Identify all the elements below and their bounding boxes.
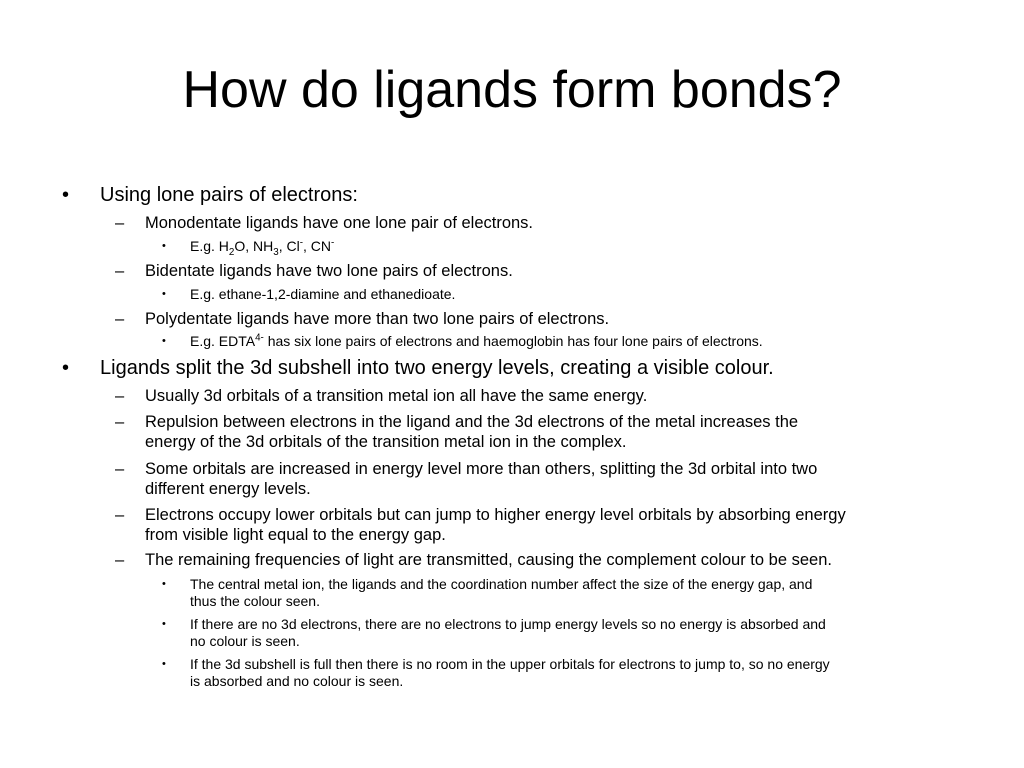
detail-energy-gap: [162, 576, 813, 610]
detail-text-line-1: If the 3d subshell is full then there is no room in the upper orbitals for electrons to jump to, so no energy: [190, 656, 830, 672]
example-text: E.g. $H_2O$, $NH_3$, Cl-, CN-: [190, 237, 335, 258]
sub-bullet-text-line-2: energy of the 3d orbitals of the transition metal ion in the complex.: [145, 433, 627, 451]
sub-bullet-text: The remaining frequencies of light are transmitted, causing the complement colour to be seen.: [145, 551, 832, 569]
sub-bullet-absorb: [115, 505, 846, 545]
example-monodentate: [162, 237, 335, 258]
dash-marker: –: [115, 460, 125, 478]
bullet-lone-pairs: [62, 183, 358, 207]
dash-marker: –: [115, 551, 125, 569]
example-polydentate: [162, 332, 763, 350]
bullet-ligands-split: [62, 356, 774, 380]
sub-bullet-bidentate: [115, 261, 513, 281]
detail-no-3d-electrons: [162, 616, 826, 650]
bullet-marker: •: [62, 184, 70, 206]
sub-bullet-text: Monodentate ligands have one lone pair of electrons.: [145, 214, 534, 232]
sub-bullet-text: Usually 3d orbitals of a transition metal ion all have the same energy.: [145, 387, 648, 405]
bullet-marker: •: [162, 288, 166, 300]
detail-full-subshell: [162, 656, 830, 690]
example-text: E.g. ethane-1,2-diamine and ethanedioate.: [190, 286, 456, 302]
example-text: E.g. $EDTA^{4-}$ has six lone pairs of electrons and haemoglobin has four lone pairs of electrons.: [190, 332, 763, 349]
bullet-text: Ligands split the 3d subshell into two energy levels, creating a visible colour.: [100, 357, 774, 379]
sub-bullet-polydentate: [115, 309, 610, 329]
sub-bullet-text-line-1: Repulsion between electrons in the ligand and the 3d electrons of the metal increases the: [145, 413, 799, 431]
sub-bullet-text-line-1: Some orbitals are increased in energy level more than others, splitting the 3d orbital into two: [145, 460, 818, 478]
detail-text-line-2: no colour is seen.: [190, 633, 300, 649]
example-bidentate: [162, 286, 456, 303]
bullet-marker: •: [162, 240, 166, 252]
dash-marker: –: [115, 506, 125, 524]
sub-bullet-same-energy: [115, 386, 648, 406]
sub-bullet-text-line-1: Electrons occupy lower orbitals but can jump to higher energy level orbitals by absorbing energy: [145, 506, 846, 524]
dash-marker: –: [115, 387, 125, 405]
sub-bullet-monodentate: [115, 213, 534, 233]
detail-text-line-1: If there are no 3d electrons, there are no electrons to jump energy levels so no energy is absorbed and: [190, 616, 826, 632]
bullet-marker: •: [162, 658, 166, 670]
sub-bullet-transmitted: [115, 550, 832, 570]
sub-bullet-text-line-2: different energy levels.: [145, 480, 311, 498]
detail-text-line-2: is absorbed and no colour is seen.: [190, 673, 404, 689]
dash-marker: –: [115, 310, 125, 328]
sub-bullet-text: Bidentate ligands have two lone pairs of electrons.: [145, 262, 513, 280]
bullet-marker: •: [162, 335, 166, 347]
bullet-marker: •: [62, 357, 70, 379]
detail-text-line-2: thus the colour seen.: [190, 593, 320, 609]
sub-bullet-splitting: [115, 459, 818, 499]
dash-marker: –: [115, 413, 125, 431]
dash-marker: –: [115, 214, 125, 232]
slide-title: How do ligands form bonds?: [182, 61, 842, 119]
bullet-marker: •: [162, 618, 166, 630]
detail-text-line-1: The central metal ion, the ligands and the coordination number affect the size of the energy gap, and: [190, 576, 813, 592]
dash-marker: –: [115, 262, 125, 280]
bullet-text: Using lone pairs of electrons:: [100, 184, 358, 206]
sub-bullet-repulsion: [115, 412, 799, 452]
sub-bullet-text-line-2: from visible light equal to the energy gap.: [145, 526, 446, 544]
bullet-marker: •: [162, 578, 166, 590]
sub-bullet-text: Polydentate ligands have more than two lone pairs of electrons.: [145, 310, 610, 328]
